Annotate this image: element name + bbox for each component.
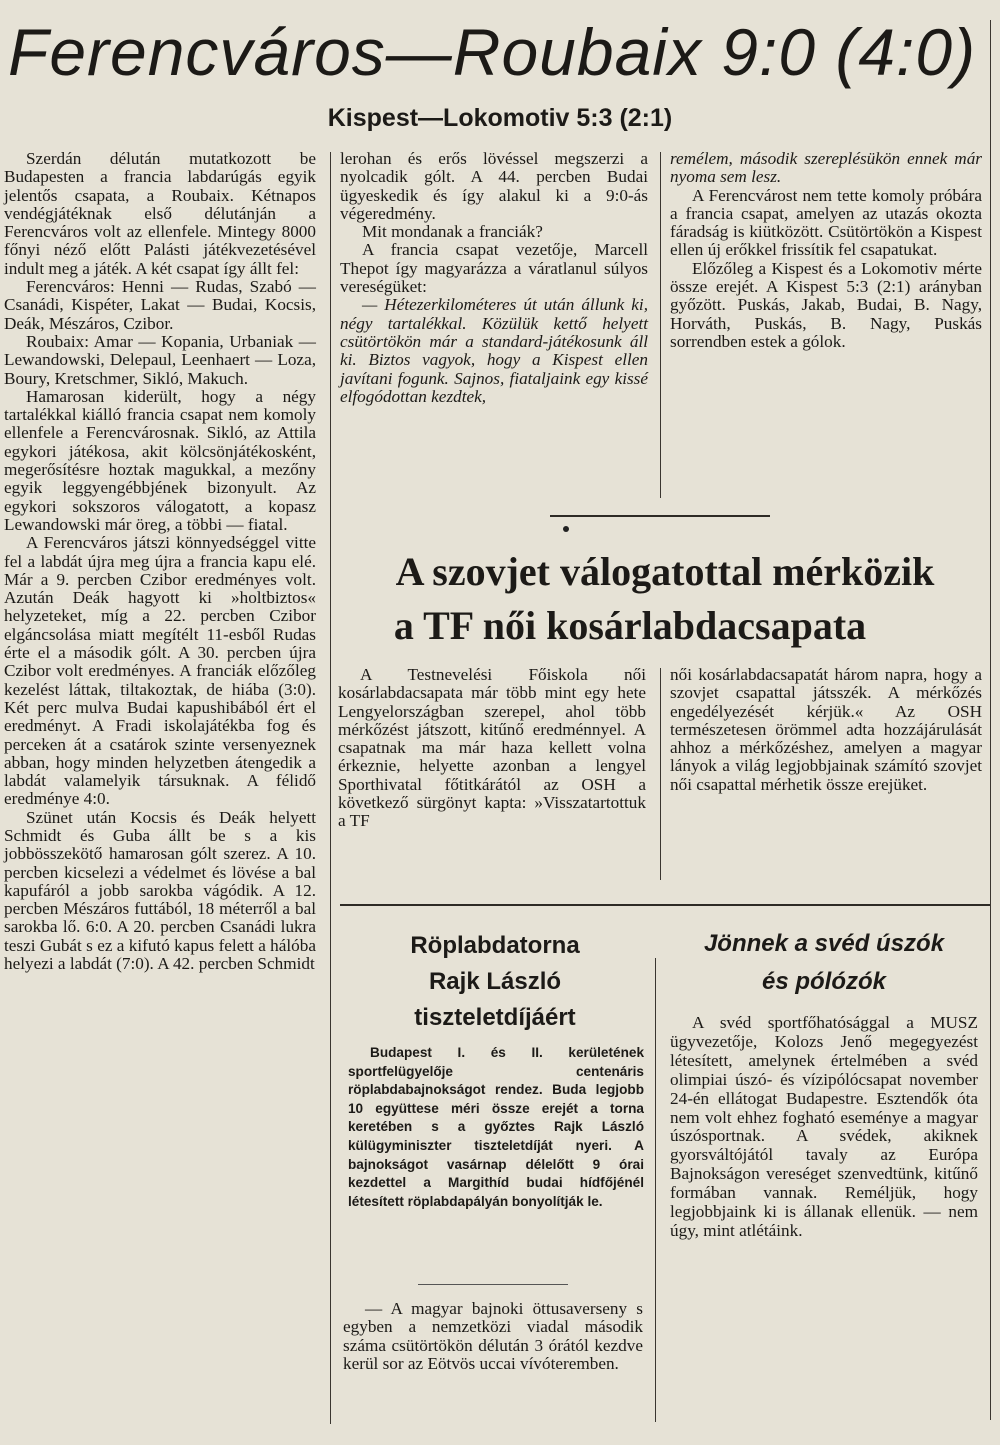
subheadline: Kispest—Lokomotiv 5:3 (2:1) <box>327 104 673 132</box>
article1-column3 <box>670 150 982 351</box>
main-headline: Ferencváros—Roubaix 9:0 (4:0) <box>8 15 977 89</box>
article3-title-line1: Röplabdatorna <box>410 932 580 959</box>
article1-paragraph: Előzőleg a Kispest és a Lokomotiv mérte össze erejét. A Kispest 5:3 (2:1) arányban győzött. Puskás, Jakab, Budai, B. Nagy, Horváth, Puskás, B. Nagy, Puskás sorrendben estek a gólok. <box>670 258 982 351</box>
article5-title-line2: és pólózók <box>761 968 887 995</box>
article3-body <box>348 1044 644 1211</box>
article1-paragraph: A Ferencvárost nem tette komoly próbára a francia csapat, amelyen az utazás okozta fáradság is kiütközött. Csütörtökön a Kispest ellen új erőkkel frissítik fel csapatukat. <box>670 185 982 260</box>
article5-paragraph: A svéd sportfőhatósággal a MUSZ ügyvezetője, Kolozs Jenő megegyezést létesített, amelynek értelmében a svéd olimpiai úszó- és vízipólócsapat november 24-én ellátogat Budapestre. Esztendők óta nem volt ehhez fogható eseménye a magyar úszósportnak. A svédek, akiknek gyorsváltójától tavaly az Európa Bajnokságon vereséget szenvedtünk, kitűnő formában vannak. Reméljük, hogy legjobbjaink ki is állanak ellenük. — nem úgy, mint atlétáink. <box>670 1013 978 1240</box>
article1-paragraph: Hamarosan kiderült, hogy a négy tartalékkal kiálló francia csapat nem komoly ellenfele a Ferencvárosnak. Sikló, az Attila egykori játékosa, akit kölcsönjátékosként, megerősítésre hoztak magukkal, a mezőny egyik leggyengébbjének bizonyult. Az egykori sokszoros válogatott, a kopasz Lewandowski már öreg, a többi — fiatal. <box>4 386 316 534</box>
article1-paragraph: A Ferencváros játszi könnyedséggel vitte fel a labdát újra meg újra a francia kapu elé. Már a 9. percben Czibor eredményes volt. Azután Deák hagyott ki »holtbiztos« helyzeteket, míg a 22. percben Czibor elgáncsolása miatt megítélt 11-esből Rudas érte el a második gólt. A 30. percben újra Czibor volt eredményes. A franciák előzőleg kezelést láttak, tiltakoztak, de hiába (3:0). Két perc mulva Budai kapushibából ért el eredményt. A Fradi iskolajátékba fog és perceken át a csatárok szinte versenyeznek abban, hogy minden helyzetben átengedik a labdát valamelyik társuknak. A félidő eredménye 4:0. <box>4 533 316 809</box>
article3-paragraph: Budapest I. és II. kerületének sportfelügyelője centenáris röplabdabajnokságot rendez. Buda legjobb 10 együttese méri össze erejét a torna keretében s a győztes Rajk László külügyminiszter tiszteletdíját nyeri. A bajnokságot vasárnap délelőtt 9 órai kezdettel a Margithíd budai hídfőjénél létesített röplabdapályán bonyolítják le. <box>348 1045 644 1209</box>
article5-title-line1: Jönnek a svéd úszók <box>703 930 945 957</box>
article1-paragraph: Roubaix: Amar — Kopania, Urbaniak — Lewandowski, Delepaul, Leenhaert — Loza, Boury, Kretschmer, Sikló, Makuch. <box>4 331 316 388</box>
column-divider <box>655 958 656 1422</box>
section-separator <box>550 515 770 517</box>
article5-body <box>670 1014 978 1241</box>
separator-bullet <box>563 526 569 532</box>
article1-paragraph: Mit mondanak a franciák? <box>362 222 543 242</box>
article1-paragraph: lerohan és erős lövéssel megszerzi a nyolcadik gólt. A 44. percben Budai ügyeskedik és így alakul ki a 9:0-ás végeredmény. <box>340 149 648 223</box>
article4-body <box>343 1300 643 1373</box>
article1-paragraph: A francia csapat vezetője, Marcell Thepot így magyarázza a váratlanul súlyos vereségüket: <box>340 240 648 297</box>
article3-title-line3: tiszteletdíjáért <box>414 1004 576 1031</box>
article2-title-line1: A szovjet válogatottal mérközik <box>395 549 935 594</box>
article1-paragraph: — Hétezerkilométeres út után állunk ki, négy tartalékkal. Közülük kettő helyett csütörtökön már a standard-játékosunk áll ki. Biztos vagyok, hogy a Kispest ellen javítani fogunk. Sajnos, fiataljaink egy kissé elfogódottan kezdtek, <box>340 295 648 406</box>
article2-column2 <box>670 666 982 794</box>
article2-column1 <box>338 666 646 831</box>
section-separator <box>340 904 990 906</box>
article3-title-line2: Rajk László <box>428 968 562 995</box>
short-separator <box>418 1284 568 1285</box>
column-divider <box>660 152 661 498</box>
article2-paragraph: női kosárlabdacsapatát három napra, hogy a szovjet csapattal játsszék. A mérkőzés engedélyezését kérjük.« Az OSH természetesen örömmel adta hozzájárulását ahhoz a mérkőzéshez, amelyen a magyar lányok a világ legjobbjainak számító szovjet női csapattal mérhetik össze erejüket. <box>670 665 982 794</box>
column-divider <box>330 152 331 1424</box>
page-edge-rule <box>990 20 991 1420</box>
article1-paragraph: Ferencváros: Henni — Rudas, Szabó — Csanádi, Kispéter, Lakat — Budai, Kocsis, Deák, Mészáros, Czibor. <box>4 277 316 333</box>
article1-column2 <box>340 150 648 406</box>
article1-paragraph: Szerdán délután mutatkozott be Budapesten a francia labdarúgás egyik jelentős csapata, a Roubaix. Kétnapos vendégjátéknak első délutánján a Ferencváros volt az ellenfele. Mintegy 8000 főnyi néző előtt Palásti játékvezetésével indult meg a játék. A két csapat így állt fel: <box>4 149 316 278</box>
article2-paragraph: A Testnevelési Főiskola női kosárlabdacsapata már több mint egy hete Lengyelországban szerepel, ahol több mérkőzést játszott, kitűnő eredménnyel. A csapatnak ma már haza kellett volna érkeznie, helyette azonban a lengyel Sporthivatal főtitkárától az OSH a következő sürgönyt kapta: »Visszatartottuk a TF <box>338 665 646 831</box>
article4-paragraph: — A magyar bajnoki öttusaverseny s egyben a nemzetközi viadal második száma csütörtökön délután 3 órától kezdve kerül sor az Eötvös uccai vívóteremben. <box>343 1299 643 1373</box>
article1-column1 <box>4 150 316 973</box>
column-divider <box>660 668 661 880</box>
article1-paragraph: remélem, második szereplésükön ennek már nyoma sem lesz. <box>670 149 982 187</box>
article2-title-line2: a TF női kosárlabdacsapata <box>393 603 867 648</box>
article1-paragraph: Szünet után Kocsis és Deák helyett Schmidt és Guba állt be s a kis jobbösszekötő hamarosan gólt szerez. A 10. percben kicselezi a védelmet és lövése a bal kapufáról a jobb sarokba vágódik. A 12. percben Mészáros futtából, 18 méterről a bal sarokba lő. 6:0. A 20. percben Csanádi lukra teszi Gubát s ez a kifutó kapus felett a hálóba helyezi a labdát (7:0). A 42. percben Schmidt <box>4 807 316 974</box>
